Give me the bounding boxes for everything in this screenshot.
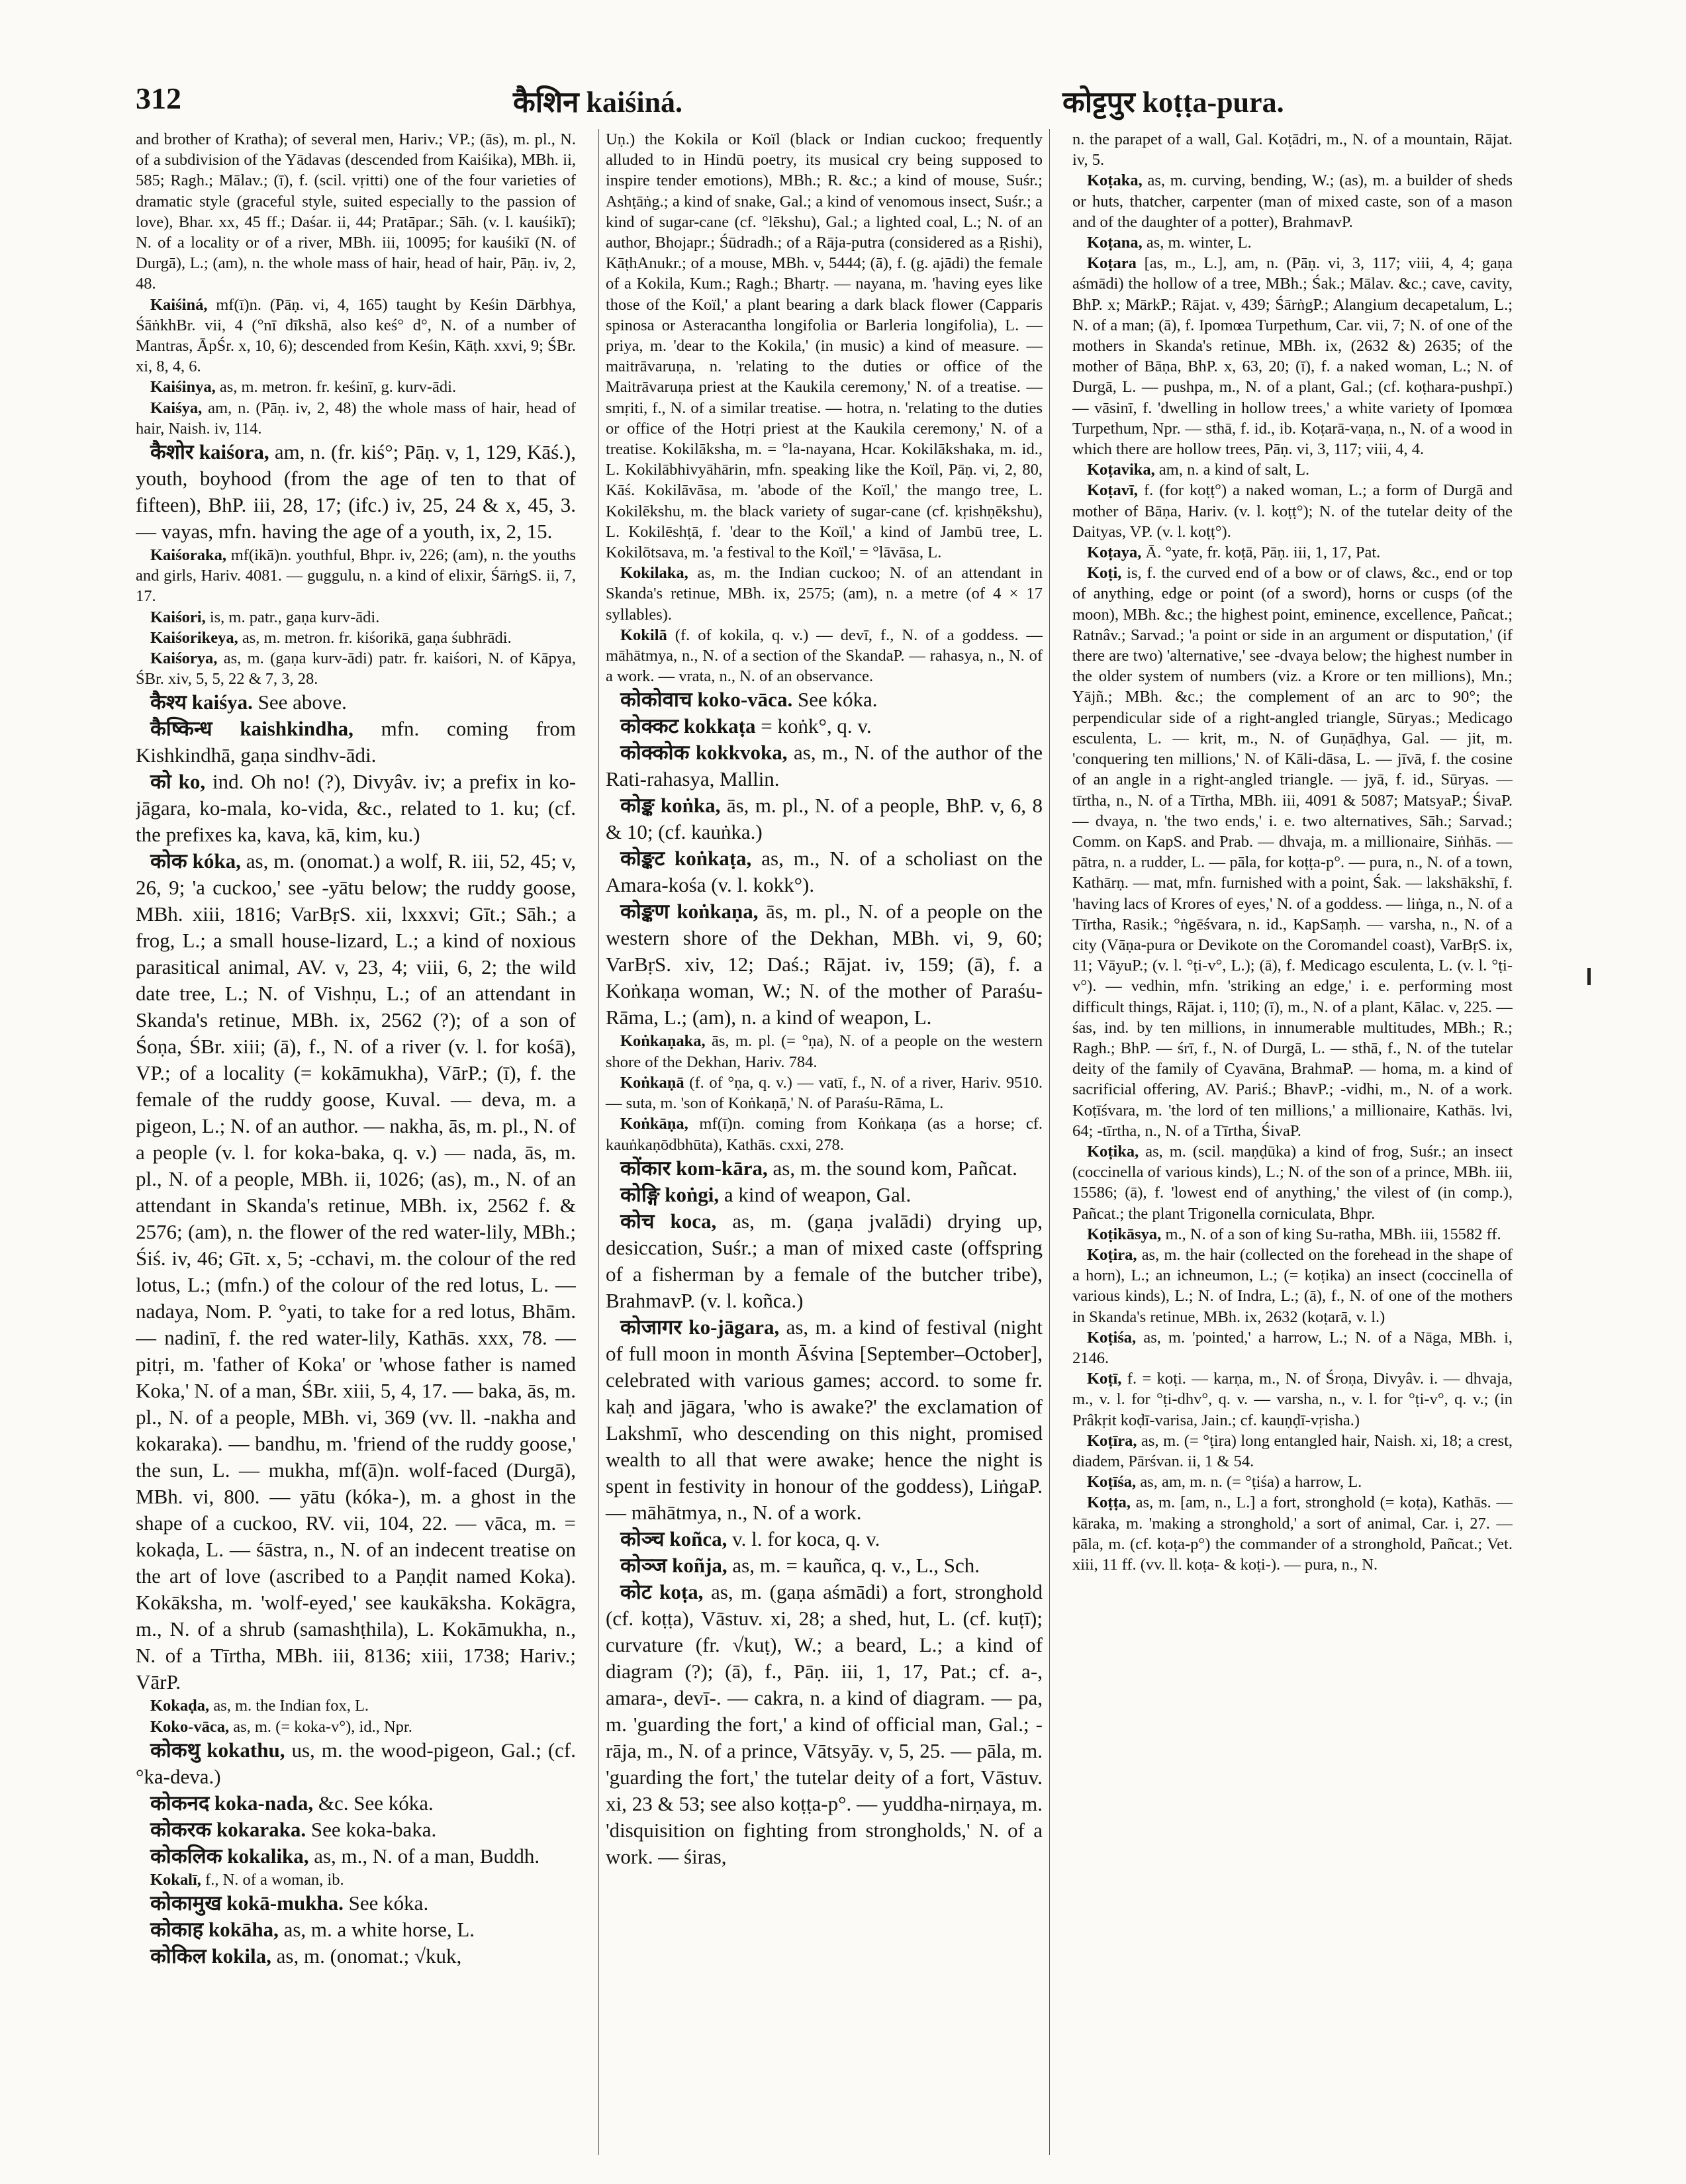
entry-headword: कोकाह kokāha, [150,1918,279,1942]
entry-headword: कोकरक kokaraka. [150,1817,306,1841]
dictionary-entry [136,1817,576,1843]
margin-mark [1587,968,1591,985]
entry-headword: Koṭavika, [1087,461,1155,479]
dictionary-entry [606,1552,1043,1579]
entry-headword: Koṭika, [1087,1142,1139,1161]
entry-headword: कोङ्क koṅka, [620,794,721,818]
entry-text: mf(ikā)n. youthful, Bhpr. iv, 226; (am), n. the youths and girls, Hariv. 4081. — guggulu, n. a kind of elixir, ŚārṅgS. ii, 7, 17. [136,546,576,606]
dictionary-entry [136,295,576,377]
dictionary-entry [606,1155,1043,1182]
entry-text: as, m., N. of a scholiast on the Amara-kośa (v. l. kokk°). [606,847,1043,897]
dictionary-entry [136,377,576,397]
entry-headword: Koṭīśa, [1087,1473,1137,1492]
dictionary-entry [606,739,1043,792]
dictionary-entry [606,1182,1043,1208]
dictionary-entry [136,689,576,716]
entry-text: a kind of weapon, Gal. [724,1182,912,1206]
entry-text: ās, m. pl. (= °ṇa), N. of a people on the western shore of the Dekhan, Hariv. 784. [606,1032,1043,1071]
dictionary-entry [1072,1431,1513,1472]
entry-headword: Koṭira, [1087,1245,1137,1264]
dictionary-entry [1072,1368,1513,1431]
page-header [136,81,1513,127]
dictionary-entry [1072,459,1513,480]
entry-text: as, m. the Indian fox, L. [213,1697,369,1715]
entry-text: am, n. (Pāṇ. iv, 2, 48) the whole mass of hair, head of hair, Naish. iv, 114. [136,399,576,438]
entry-text: = koṅk°, q. v. [761,714,872,738]
entry-headword: Kaiśoraka, [150,546,227,565]
dictionary-entry [606,1526,1043,1552]
entry-text: Uṇ.) the Kokila or Koïl (black or Indian cuckoo; frequently alluded to in Hindū poetry, its musical cry being supposed to inspire tender emotions), MBh.; R. &c.; a kind of mouse, Suśr.; Ashṭāṅg.; a kind of snake, Gal.; a kind of venomous insect, Suśr.; a kind of sugar-cane (cf. °lēkshu), Gal.; a lighted coal, L.; N. of an author, Bhojapr.; Śūdradh.; of a Rāja-putra (considered as a Ṛishi), KāṭhAnukr.; of a mouse, MBh. v, 5444; (ā), f. (g. ajādi) the female of a Kokila, Kum.; Ragh.; Bhartṛ. — nayana, m. 'having eyes like those of the Koïl,' a plant bearing a dark black flower (Capparis spinosa or Asteracantha longifolia or Barleria longifolia), L. — priya, m. 'dear to the Kokila,' (in music) a kind of measure. — maitrāvaruṇa, n. 'relating to the duties or office of the Maitrāvaruṇa priest at the Kaukila ceremony,' N. of a treatise. — smṛiti, f., N. of a similar treatise. — hotra, n. 'relating to the duties or office of the Hotṛi priest at the Kaukila ceremony,' N. of a treatise. Kokilāksha, m. = °la-nayana, Hcar. Kokilākshaka, m. id., L. Kokilābhivyāhārin, mfn. speaking like the Koïl, Pāṇ. vi, 2, 80, Kāś. Kokilāvāsa, m. 'abode of the Koïl,' the mango tree, L. Kokilēkshu, m. the black variety of sugar-cane (cf. kṛishṇēkshu), L. Kokilēshṭā, f. 'dear to the Koïl,' a kind of Jambū tree, L. Kokilōtsava, m. 'a festival to the Koïl,' = °lāvāsa, L. [606,130,1043,562]
entry-headword: Koṭi, [1087,564,1122,583]
entry-headword: Koṭaya, [1087,544,1142,562]
dictionary-entry [136,1943,576,1970]
entry-text: am, n. (fr. kiś°; Pāṇ. v, 1, 129, Kāś.), youth, boyhood (from the age of ten to that of fifteen), BhP. iii, 28, 17; (ifc.) iv, 25, 24 & x, 45, 3. — vayas, mfn. having the age of a youth, ix, 2, 15. [136,440,576,544]
entry-headword: Koṅkaṇaka, [620,1032,706,1051]
entry-text: as, m. metron. fr. keśinī, g. kurv-ādi. [219,378,457,397]
entry-text: am, n. a kind of salt, L. [1158,461,1310,479]
entry-text: as, m. (gaṇa aśmādi) a fort, stronghold (cf. koṭṭa), Vāstuv. xi, 28; a shed, hut, L. (cf. kuṭī); curvature (fr. √kuṭ), W.; a beard, L.; a kind of diagram (?); (ā), f., Pāṇ. iii, 1, 17, Pat.; cf. a-, amara-, devī-. — cakra, n. a kind of diagram. — pa, m. 'guarding the fort,' a kind of official man, Gal.; -rāja, m., N. of a prince, Vātsyāy. v, 5, 25. — pāla, m. 'guarding the fort,' the tutelar deity of a fort, Vāstuv. xi, 23 & 53; see also koṭṭa-p°. — yuddha-nirṇaya, m. 'disquisition on fighting from strongholds,' N. of a work. — śiras, [606,1580,1043,1868]
dictionary-entry [136,769,576,848]
entry-text: as, m. a kind of festival (night of full moon in month Āśvina [September–October], celebrated with various games; accord. to some fr. kaḥ and jāgara, 'who is awake?' the exclamation of Lakshmī, who descending on this night, promised wealth to all that were awake; hence the night is spent in festivity in honour of the goddess), LiṅgaP. — māhātmya, n., N. of a work. [606,1315,1043,1524]
dictionary-entry [136,1790,576,1817]
entry-text: m., N. of a son of king Su-ratha, MBh. iii, 15582 ff. [1165,1225,1501,1243]
entry-headword: Koko-vāca, [150,1717,230,1736]
entry-text: (f. of kokila, q. v.) — devī, f., N. of a goddess. — māhātmya, n., N. of a section of the SkandaP. — rahasya, n., N. of a work. — vrata, n., N. of an observance. [606,626,1043,686]
dictionary-entry [1072,232,1513,253]
dictionary-entry [1072,1327,1513,1368]
dictionary-entry [606,687,1043,713]
dictionary-entry [606,713,1043,739]
entry-text: ās, m. pl., N. of a people, BhP. v, 6, 8 & 10; (cf. kauṅka.) [606,794,1043,844]
entry-headword: कोङ्गि koṅgi, [620,1182,720,1206]
entry-text: See kóka. [348,1891,429,1915]
entry-headword: Koṭīra, [1087,1431,1137,1450]
entry-headword: Koṅkaṇā [620,1073,684,1092]
entry-text: and brother of Kratha); of several men, Hariv.; VP.; (ās), m. pl., N. of a subdivision of the Yādavas (descended from Kaiśika), MBh. ii, 585; Ragh.; Mālav.; (ī), f. (scil. vṛitti) one of the four varieties of dramatic style (graceful style, suited especially to the passion of love), Bhar. xx, 45 ff.; Daśar. ii, 44; Pratāpar.; Sāh. (v. l. kauśikī); N. of a locality or of a river, MBh. iii, 10095; for kauśikī (N. of Durgā), L.; (am), n. the whole mass of hair, head of hair, Pāṇ. iv, 2, 48. [136,130,576,293]
entry-text: See kóka. [797,688,878,712]
entry-headword: कैश्य kaiśya. [150,690,253,714]
entry-text: is, f. the curved end of a bow or of claws, &c., end or top of anything, edge or point (of a sword), horns or cusps (of the moon), MBh. &c.; the highest point, eminence, excellence, Pañcat.; Ratnâv.; Sarvad.; 'a point or side in an argument or disputation,' (if there are two) 'alternative,' see -dvaya below; the highest number in the older system of numbers (viz. a Krore or ten millions), Mn.; Yājñ.; MBh. &c.; the complement of an arc to 90°; the perpendicular side of a right-angled triangle, Sūryas.; Medicago esculenta, L. — krit, m., N. of Guṇāḍhya, Gal. — jit, m. 'conquering ten millions,' N. of Kāli-dāsa, L. — jīvā, f. the cosine of an angle in a right-angled triangle. — jyā, f. id., Sūryas. — tīrtha, n., N. of a Tīrtha, MBh. iii, 4091 & 5087; MatsyaP.; ŚivaP. — dvaya, n. 'the two ends,' i. e. two alternatives, Sāh.; Sarvad.; Comm. on KapS. and Prab. — dhvaja, m. a millionaire, Siṅhās. — pātra, n. a rudder, L. — pāla, for koṭṭa-p°. — pura, n., N. of a town, Kathārṇ. — mat, mfn. furnished with a point, Śak. — lakshākshī, f. 'having lacs of Krores of eyes,' N. of a goddess. — liṅga, n., N. of a Tīrtha, Rasik.; °ṅgēśvara, n. id., KapSaṃh. — varsha, n., N. of a city (Vāṇa-pura or Devikote on the Coromandel coast), VarBṛS. ix, 11; VāyuP.; (v. l. °ṭi-v°, L.); (ā), f. Medicago esculenta, L. (v. l. °ṭi-v°). — vedhin, mfn. 'striking an edge,' i. e. performing most difficult things, Rājat. i, 110; (ī), m., N. of a plant, Kālac. v, 225. — śas, ind. by ten millions, in innumerable multitudes, MBh.; R.; Ragh.; BhP. — śrī, f., N. of Durgā, L. — sthā, f., N. of the tutelar deity of the family of Cyavāna, BrahmaP. — homa, m. a kind of sacrificial offering, AV. Pariś.; BhavP.; -vidhi, m., N. of a work. Koṭīśvara, m. 'the lord of ten millions,' a millionaire, Kathās. lvi, 64; -tīrtha, n., N. of a Tīrtha, ŚivaP. [1072,564,1513,1140]
entry-headword: Kaiśiná, [150,295,208,314]
entry-headword: Kaiśya, [150,399,203,417]
entry-headword: कोजागर ko-jāgara, [620,1315,780,1339]
entry-text: v. l. for koca, q. v. [732,1527,880,1550]
entry-text: mf(ī)n. (Pāṇ. vi, 4, 165) taught by Keśin Dārbhya, ŚāṅkhBr. vii, 4 (°nī dīkshā, also keś° d°, N. of a number of Mantras, ĀpŚr. x, 10, 6); descended from Keśin, Kāṭh. xxvi, 9; ŚBr. xi, 8, 4, 6. [136,295,576,376]
right-running-head: कोट्टपुर koṭṭa-pura. [1062,86,1284,119]
entry-headword: कोकलिक kokalika, [150,1844,309,1868]
entry-text: as, m., N. of a man, Buddh. [314,1844,540,1868]
entry-text: is, m. patr., gaṇa kurv-ādi. [209,608,380,626]
dictionary-entry [136,628,576,648]
entry-text: See koka-baka. [310,1817,437,1841]
entry-headword: कोकथु kokathu, [150,1738,285,1762]
column-right [1072,129,1513,2155]
entry-text: as, m. the hair (collected on the forehead in the shape of a horn), L.; an ichneumon, L.; (= koṭika) an insect (coccinella of various kinds), L.; N. of Indra, L.; (ā), f., N. of one of the mothers in Skanda's retinue, MBh. ix, 2632 (koṭarā, v. l.) [1072,1245,1513,1326]
dictionary-entry [606,1072,1043,1114]
entry-headword: Koṭana, [1087,234,1143,252]
entry-headword: कोच koca, [620,1209,717,1233]
entry-headword: Kokilā [620,626,667,644]
entry-text: as, m. (gaṇa jvalādi) drying up, desiccation, Suśr.; a man of mixed caste (offspring of a fisherman by a female of the butcher tribe), BrahmavP. (v. l. koñca.) [606,1209,1043,1312]
dictionary-entry [136,848,576,1695]
entry-text: as, m. 'pointed,' a harrow, L.; N. of a Nāga, MBh. i, 2146. [1072,1328,1513,1367]
dictionary-columns [136,129,1513,2155]
dictionary-entry [1072,542,1513,563]
entry-text: ind. Oh no! (?), Divyâv. iv; a prefix in ko-jāgara, ko-mala, ko-vida, &c., related to 1. ku; (cf. the prefixes ka, kava, kā, kim, ku.) [136,770,576,847]
entry-headword: कोङ्कण koṅkaṇa, [620,900,759,924]
entry-headword: Kaiśorikeya, [150,628,238,647]
entry-text: See above. [258,690,347,714]
dictionary-entry [136,1737,576,1790]
dictionary-entry [606,1579,1043,1870]
column-left [136,129,576,2155]
dictionary-entry [136,439,576,545]
dictionary-entry [606,1114,1043,1155]
dictionary-entry [136,545,576,607]
entry-text: (f. of °ṇa, q. v.) — vatī, f., N. of a river, Hariv. 9510. — suta, m. 'son of Koṅkaṇā,' N. of Paraśu-Rāma, L. [606,1073,1043,1113]
entry-text: as, m. [am, n., L.] a fort, stronghold (= koṭa), Kathās. — kāraka, m. 'making a stronghold,' a sort of animal, Car. i, 27. — pāla, m. (cf. koṭa-p°) the commander of a stronghold, Pañcat.; Vet. xiii, 11 ff. (vv. ll. koṭa- & koṭi-). — pura, n., N. [1072,1494,1513,1574]
entry-headword: Koṅkāṇa, [620,1115,688,1133]
entry-headword: Koṭṭa, [1087,1494,1131,1512]
entry-headword: Kaiśori, [150,608,206,626]
entry-headword: कैशोर kaiśora, [150,440,269,464]
page-number: 312 [136,81,181,115]
entry-text: &c. See kóka. [318,1791,434,1815]
column-middle [598,129,1050,2155]
entry-text: n. the parapet of a wall, Gal. Koṭādri, m., N. of a mountain, Rājat. iv, 5. [1072,130,1513,169]
entry-text: as, m. (= °ṭira) long entangled hair, Naish. xi, 18; a crest, diadem, Pārśvan. ii, 1 & 54. [1072,1431,1513,1470]
dictionary-entry [606,563,1043,625]
dictionary-entry [136,1890,576,1917]
dictionary-entry [606,625,1043,687]
dictionary-entry [1072,170,1513,232]
entry-headword: को ko, [150,770,206,794]
dictionary-entry [606,1314,1043,1526]
entry-headword: Kaiśinya, [150,378,216,397]
entry-text: [as, m., L.], am, n. (Pāṇ. vi, 3, 117; viii, 4, 4; gaṇa aśmādi) the hollow of a tree, MBh.; Śak.; Mālav. &c.; cave, cavity, BhP. x; MārkP.; Rājat. v, 439; ŚārṅgP.; Alangium decapetalum, L.; N. of a man; (ā), f. Ipomœa Turpethum, Car. vii, 7; N. of one of the mothers in Skanda's retinue, MBh. ix, (2632 &) 2635; of the mother of Bāṇa, BhP. x, 63, 20; (ī), f. a naked woman, L.; N. of Durgā, L. — pushpa, m., N. of a plant, Gal.; (cf. koṭhara-pushpī.) — vāsinī, f. 'dwelling in hollow trees,' a white variety of Ipomœa Turpethum, Npr. — sthā, f. id., ib. Koṭarā-vaṇa, n., N. of a wood in which there are hollow trees, Pāṇ. vi, 3, 117; viii, 4, 4. [1072,254,1513,459]
entry-headword: कोक्कोक kokkvoka, [620,741,788,765]
dictionary-entry [606,845,1043,898]
dictionary-entry [1072,1472,1513,1492]
entry-text: as, m. (scil. maṇḍūka) a kind of frog, Suśr.; an insect (coccinella of various kinds), L.; N. of the son of a prince, MBh. iii, 15586; (ā), f. 'lowest end of anything,' the vilest of (in comp.), Pañcat.; the plant Trigonella corniculata, Bhpr. [1072,1142,1513,1223]
entry-headword: कोट koṭa, [620,1580,704,1603]
dictionary-entry [1072,1224,1513,1245]
entry-headword: Koṭikāsya, [1087,1225,1162,1243]
entry-headword: कोञ्ज koñja, [620,1553,727,1577]
dictionary-entry [136,129,576,295]
entry-headword: कोंकार kom-kāra, [620,1156,768,1180]
dictionary-entry [136,398,576,439]
dictionary-entry [606,129,1043,563]
entry-headword: Kokalī, [150,1870,201,1889]
dictionary-entry [606,1208,1043,1314]
dictionary-entry [136,1917,576,1943]
entry-text: mfn. coming from Kishkindhā, gaṇa sindhv-ādi. [136,717,576,767]
entry-text: as, m. winter, L. [1146,234,1252,252]
dictionary-entry [606,1031,1043,1072]
entry-text: f., N. of a woman, ib. [205,1870,344,1889]
dictionary-entry [1072,1245,1513,1327]
entry-headword: कोकामुख kokā-mukha. [150,1891,344,1915]
entry-text: f. = koṭi. — karṇa, m., N. of Śroṇa, Divyâv. i. — dhvaja, m., v. l. for °ṭi-dhv°, q. v. — varsha, n., v. l. for °ṭi-v°, q. v.; (in Prâkṛit koḍī-varisa, Jain.; cf. kauṇḍī-vṛisha.) [1072,1370,1513,1429]
entry-headword: कोकिल kokila, [150,1944,271,1968]
entry-text: as, m. the sound kom, Pañcat. [773,1156,1017,1180]
entry-text: as, m. (onomat.) a wolf, R. iii, 52, 45; v, 26, 9; 'a cuckoo,' see -yātu below; the ruddy goose, MBh. xiii, 1816; VarBṛS. xii, lxxxvi; Gīt.; Sāh.; a frog, L.; a small house-lizard, L.; a kind of noxious parasitical animal, AV. v, 23, 4; viii, 6, 2; the wild date tree, L.; N. of Vishṇu, L.; of an attendant in Skanda's retinue, MBh. ix, 2562 (?); of a son of Śoṇa, ŚBr. xiii; (ā), f., N. of a river (v. l. for kośā), VP.; of a locality (= kokāmukha), VārP.; (ī), f. the female of the ruddy goose, Kuval. — deva, m. a pigeon, L.; N. of an author. — nakha, ās, m. pl., N. of a people (v. l. for koka-baka, q. v.) — nada, ās, m. pl., N. of a people, MBh. ii, 1026; (as), m., N. of an attendant in Skanda's retinue, MBh. ix, 2562 f. & 2576; (am), n. the flower of the red water-lily, MBh.; Śiś. iv, 46; Gīt. x, 5; -cchavi, m. the colour of the red lotus, L.; (mfn.) of the colour of the red lotus, L. — nadaya, Nom. P. °yati, to take for a red lotus, Bhām. — nadinī, f. the red water-lily, Kathās. xxx, 78. — pitṛi, m. 'father of Koka' or 'whose father is named Koka,' N. of a man, ŚBr. xiii, 5, 4, 17. — baka, ās, m. pl., N. of a people, MBh. vi, 369 (vv. ll. -nakha and kokaraka). — bandhu, m. 'friend of the ruddy goose,' the sun, L. — mukha, mf(ā)n. wolf-faced (Durgā), MBh. vi, 800. — yātu (kóka-), m. a ghost in the shape of a cuckoo, RV. vii, 104, 22. — vāca, m. = kokaḍa, L. — śāstra, n., N. of an indecent treatise on the art of love (ascribed to a Paṇḍit named Koka). Kokāksha, m. 'wolf-eyed,' see kaukāksha. Kokāgra, m., N. of a shrub (samashṭhila), L. Kokāmukha, n., N. of a Tīrtha, MBh. iii, 8136; xiii, 1738; Hariv.; VārP. [136,849,576,1694]
entry-text: as, m., N. of the author of the Rati-rahasya, Mallin. [606,741,1043,791]
entry-headword: Koṭara [1087,254,1137,273]
dictionary-entry [136,716,576,769]
entry-headword: कोञ्च koñca, [620,1527,727,1550]
entry-headword: Kokaḍa, [150,1697,210,1715]
entry-headword: कोक kóka, [150,849,241,873]
dictionary-entry [136,1717,576,1737]
left-running-head: कैशिन kaiśiná. [513,86,683,119]
dictionary-entry [1072,1141,1513,1224]
entry-text: as, m. the Indian cuckoo; N. of an attendant in Skanda's retinue, MBh. ix, 2575; (am), n. a metre (of 4 × 17 syllables). [606,564,1043,624]
entry-headword: कोङ्कट koṅkaṭa, [620,847,752,871]
entry-text: as, m. metron. fr. kiśorikā, gaṇa śubhrādi. [242,628,512,647]
dictionary-entry [606,898,1043,1031]
entry-headword: Koṭī, [1087,1370,1122,1388]
dictionary-entry [136,1695,576,1716]
dictionary-entry [1072,563,1513,1141]
entry-text: as, m. a white horse, L. [283,1918,475,1942]
entry-headword: कैष्किन्ध kaishkindha, [150,717,353,741]
dictionary-entry [136,648,576,689]
entry-text: as, am, m. n. (= °ṭiśa) a harrow, L. [1140,1473,1362,1492]
entry-headword: कोक्कट kokkaṭa [620,714,756,738]
entry-text: as, m. (onomat.; √kuk, [276,1944,462,1968]
dictionary-entry [606,792,1043,845]
dictionary-entry [136,607,576,628]
entry-text: Ā. °yate, fr. koṭā, Pāṇ. iii, 1, 17, Pat. [1145,544,1381,562]
entry-text: us, m. the wood-pigeon, Gal.; (cf. °ka-deva.) [136,1738,576,1788]
dictionary-entry [1072,1492,1513,1575]
entry-text: ās, m. pl., N. of a people on the western shore of the Dekhan, MBh. vi, 9, 60; VarBṛS. xiv, 12; Daś.; Rājat. iv, 159; (ā), f. a Koṅkaṇa woman, W.; N. of the mother of Paraśu-Rāma, L.; (am), n. a kind of weapon, L. [606,900,1043,1029]
entry-headword: Koṭavī, [1087,481,1138,500]
entry-text: f. (for koṭṭ°) a naked woman, L.; a form of Durgā and mother of Bāṇa, Hariv. (v. l. koṭṭ°); N. of the tutelar deity of the Daityas, VP. (v. l. koṭṭ°). [1072,481,1513,541]
entry-headword: Koṭiśa, [1087,1328,1137,1347]
entry-text: mf(ī)n. coming from Koṅkaṇa (as a horse; cf. kauṅkaṇōdbhūta), Kathās. cxxi, 278. [606,1115,1043,1154]
entry-text: as, m. (gaṇa kurv-ādi) patr. fr. kaiśori, N. of Kāpya, ŚBr. xiv, 5, 5, 22 & 7, 3, 28. [136,649,576,688]
entry-text: as, m. = kauñca, q. v., L., Sch. [732,1553,980,1577]
entry-text: as, m. (= koka-v°), id., Npr. [233,1717,412,1736]
dictionary-entry [136,1870,576,1890]
dictionary-entry [1072,253,1513,459]
entry-headword: कोकोवाच koko-vāca. [620,688,793,712]
entry-text: as, m. curving, bending, W.; (as), m. a builder of sheds or huts, thatcher, carpenter (man of mixed caste, son of a mason and of the daughter of a potter), BrahmavP. [1072,171,1513,231]
dictionary-entry [136,1843,576,1870]
dictionary-entry [1072,129,1513,170]
entry-headword: कोकनद koka-nada, [150,1791,314,1815]
entry-headword: Kaiśorya, [150,649,218,668]
entry-headword: Kokilaka, [620,564,688,583]
entry-headword: Koṭaka, [1087,171,1143,190]
dictionary-entry [1072,480,1513,542]
